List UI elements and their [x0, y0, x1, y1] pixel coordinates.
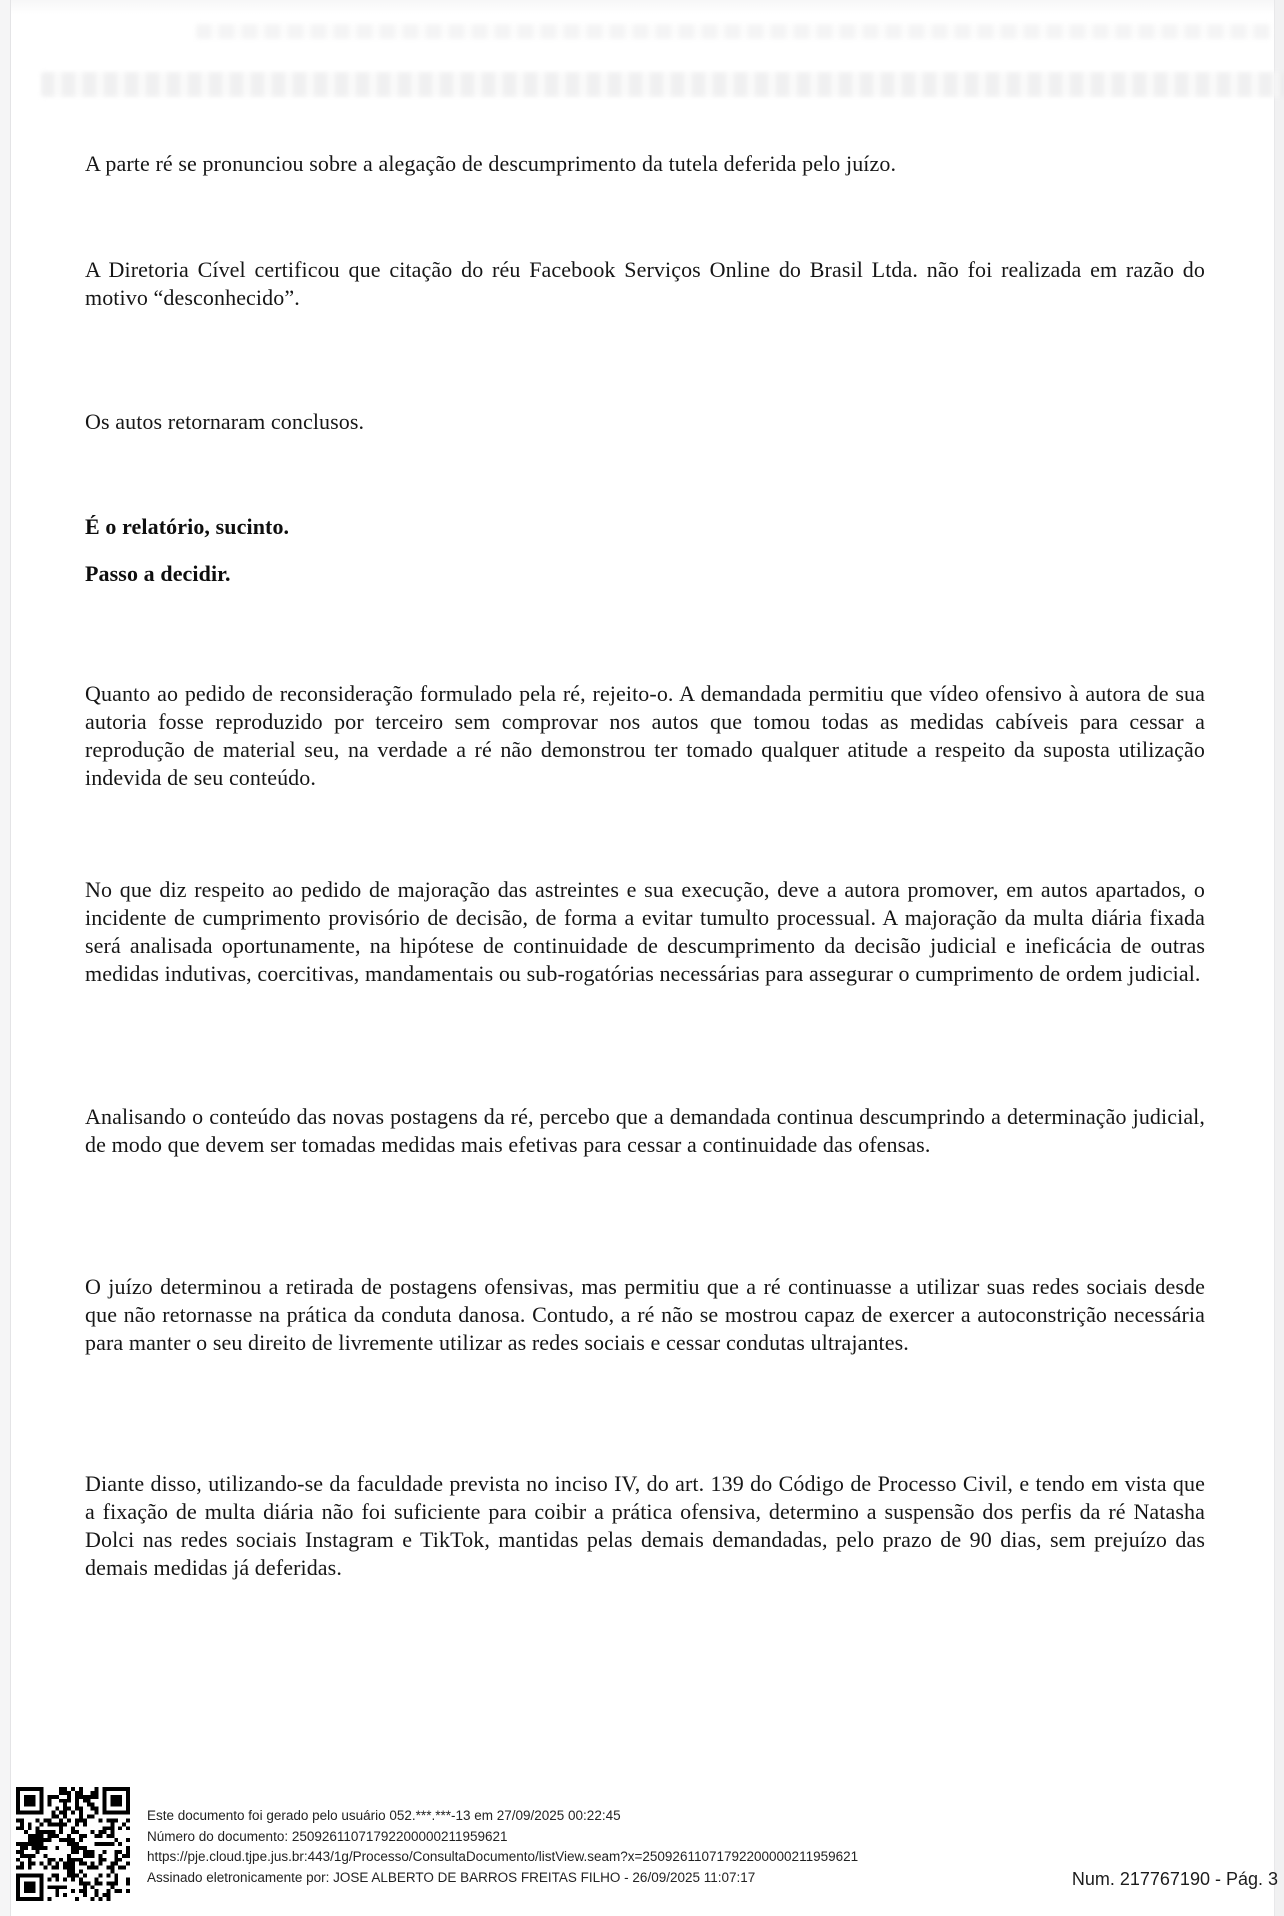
ghost-text-artifact [41, 72, 1284, 97]
document-sheet [11, 0, 1274, 1916]
ghost-text-artifact [196, 24, 1271, 39]
paragraph-reconsideracao: Quanto ao pedido de reconsideração formulado pela ré, rejeito-o. A demandada permitiu que vídeo ofensivo à autora de sua autoria fosse reproduzido por terceiro sem comprovar nos autos que tomou todas as medidas cabíveis para cessar a reprodução de material seu, na verdade a ré não demonstrou ter tomado qualquer atitude a respeito da suposta utilização indevida de seu conteúdo. [85, 681, 1205, 790]
document-footer-metadata [147, 1806, 858, 1888]
paragraph-relatorio: É o relatório, sucinto. [85, 514, 290, 539]
viewer-right-gutter [1274, 0, 1284, 1916]
viewer-left-gutter [0, 0, 11, 1916]
paragraph-astreintes: No que diz respeito ao pedido de majoração das astreintes e sua execução, deve a autora promover, em autos apartados, o incidente de cumprimento provisório de decisão, de forma a evitar tumulto processual. A majoração da multa diária fixada será analisada oportunamente, na hipótese de continuidade de descumprimento da decisão judicial e ineficácia de outras medidas indutivas, coercitivas, mandamentais ou sub-rogatórias necessárias para assegurar o cumprimento de ordem judicial. [85, 877, 1205, 986]
footer-url: https://pje.cloud.tjpe.jus.br:443/1g/Processo/ConsultaDocumento/listView.seam?x=25092611071792200000211959621 [147, 1849, 859, 1864]
footer-generated-line: Este documento foi gerado pelo usuário 052.***.***-13 em 27/09/2025 00:22:45 [147, 1808, 621, 1823]
paragraph-suspensao-perfis: Diante disso, utilizando-se da faculdade prevista no inciso IV, do art. 139 do Código de Processo Civil, e tendo em vista que a fixação de multa diária não foi suficiente para coibir a prática ofensiva, determino a suspensão dos perfis da ré Natasha Dolci nas redes sociais Instagram e TikTok, mantidas pelas demais demandadas, pelo prazo de 90 dias, sem prejuízo das demais medidas já deferidas. [85, 1471, 1205, 1580]
paragraph-retirada-postagens: O juízo determinou a retirada de postagens ofensivas, mas permitiu que a ré continuasse a utilizar suas redes sociais desde que não retornasse na prática da conduta danosa. Contudo, a ré não se mostrou capaz de exercer a autoconstrição necessária para manter o seu direito de livremente utilizar as redes sociais e cessar condutas ultrajantes. [85, 1274, 1205, 1355]
footer-document-number: Número do documento: 25092611071792200000211959621 [147, 1828, 508, 1844]
scan-top-shade [11, 0, 1274, 16]
paragraph-novas-postagens: Analisando o conteúdo das novas postagens da ré, percebo que a demandada continua descumprindo a determinação judicial, de modo que devem ser tomadas medidas mais efetivas para cessar a continuidade das ofensas. [85, 1104, 1205, 1157]
paragraph-certidao-citacao: A Diretoria Cível certificou que citação do réu Facebook Serviços Online do Brasil Ltda. não foi realizada em razão do motivo “desconhecido”. [85, 257, 1205, 310]
paragraph-pronunciamento: A parte ré se pronunciou sobre a alegação de descumprimento da tutela deferida pelo juízo. [85, 151, 897, 176]
page-number-stamp: Num. 217767190 - Pág. 3 [1071, 1869, 1278, 1889]
qr-code-icon [14, 1787, 132, 1901]
paragraph-passo-decidir: Passo a decidir. [85, 561, 231, 586]
footer-signature-line: Assinado eletronicamente por: JOSE ALBERTO DE BARROS FREITAS FILHO - 26/09/2025 11:07:17 [147, 1869, 756, 1885]
paragraph-autos-conclusos: Os autos retornaram conclusos. [85, 409, 365, 434]
